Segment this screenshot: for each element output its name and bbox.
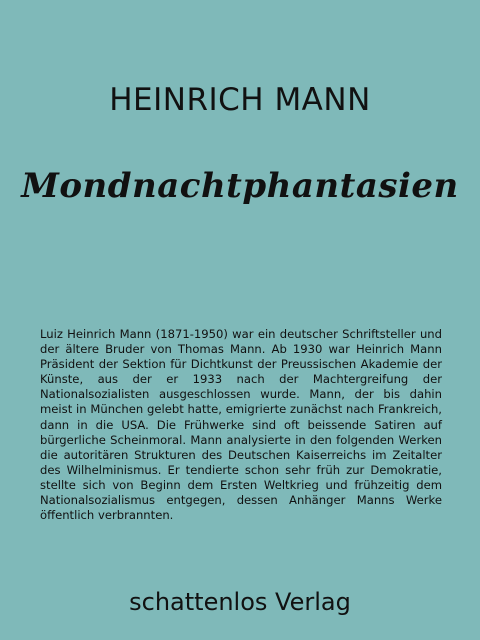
author-name: HEINRICH MANN [109,82,371,118]
publisher-name: schattenlos Verlag [129,588,351,616]
book-title: Mondnachtphantasien [21,166,459,206]
author-biography: Luiz Heinrich Mann (1871-1950) war ein deutscher Schriftsteller und der ältere Bruder von Thomas Mann. Ab 1930 war Heinrich Mann Präsident der Sektion für Dichtkunst der Preussischen Akademie der Künste, aus der er 1933 nach der Machtergreifung der Nationalsozialisten ausgeschlossen wurde. Mann, der bis dahin meist in München gelebt hatte, emigrierte zunächst nach Frankreich, dann in die USA. Die Frühwerke sind oft beissende Satiren auf bürgerliche Scheinmoral. Mann analysierte in den folgenden Werken die autoritären Strukturen des Deutschen Kaiserreichs im Zeitalter des Wilhelminismus. Er tendierte schon sehr früh zur Demokratie, stellte sich von Beginn dem Ersten Weltkrieg und frühzeitig dem Nationalsozialismus entgegen, dessen Anhänger Manns Werke öffentlich verbrannten. [40,327,442,523]
